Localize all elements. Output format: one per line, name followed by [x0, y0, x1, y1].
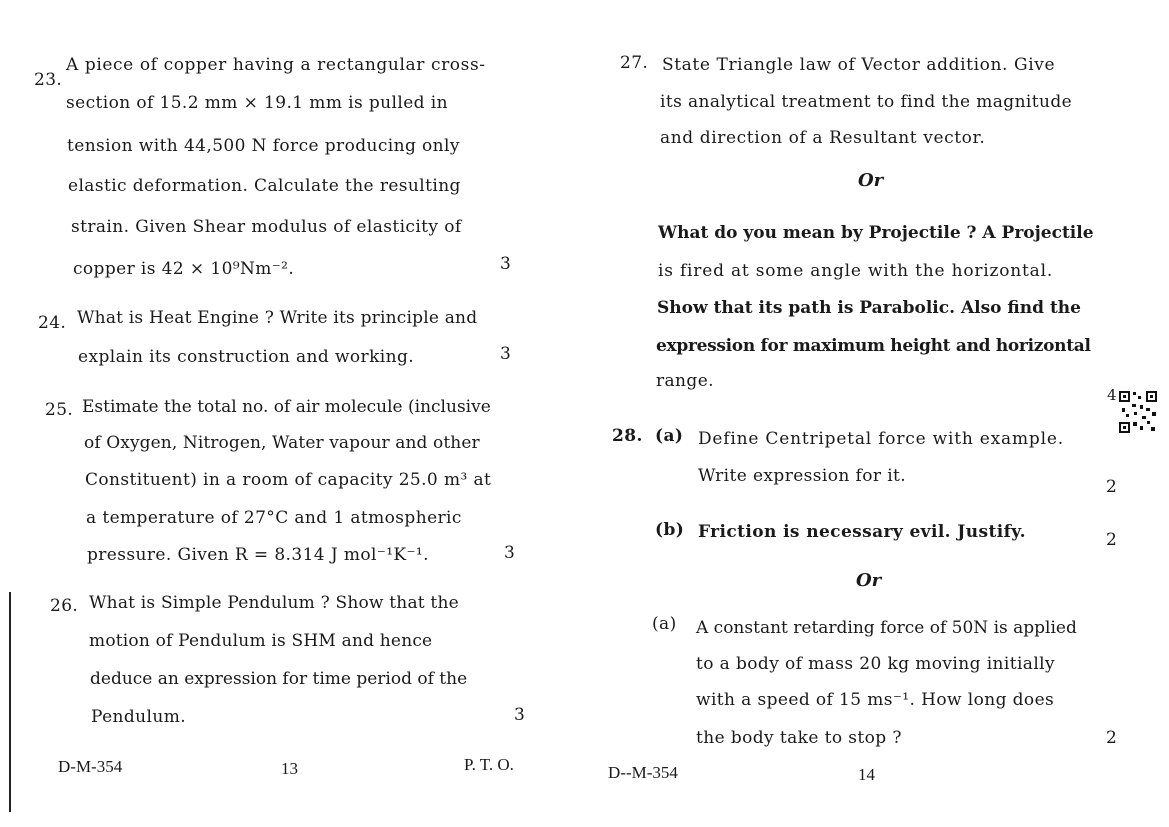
q28-part-b-marks: 2: [1106, 530, 1117, 550]
q23-line-1: A piece of copper having a rectangular cross-: [66, 55, 486, 75]
q28-part-a-line-2: Write expression for it.: [698, 466, 907, 486]
q25-number: 25.: [45, 400, 74, 420]
q27-alt-line-4: expression for maximum height and horizontal: [656, 336, 1091, 356]
q27-alt-line-3: Show that its path is Parabolic. Also find the: [657, 298, 1081, 318]
footer-code: D-M-354: [58, 757, 123, 776]
footer-code: D--M-354: [608, 763, 678, 782]
q24-line-2: explain its construction and working.: [78, 347, 415, 367]
q28-or-label: Or: [856, 570, 882, 591]
q26-marks: 3: [514, 705, 525, 725]
q26-line-1: What is Simple Pendulum ? Show that the: [89, 593, 459, 613]
qr-code-image: [1118, 390, 1158, 434]
q28-part-b-line-1: Friction is necessary evil. Justify.: [698, 522, 1026, 542]
q25-marks: 3: [504, 543, 515, 563]
q27-alt-line-1: What do you mean by Projectile ? A Projectile: [658, 223, 1094, 243]
q27-line-2: its analytical treatment to find the magnitude: [660, 92, 1073, 112]
footer-page-number: 13: [281, 759, 298, 778]
q27-number: 27.: [620, 53, 649, 73]
q24-number: 24.: [38, 313, 67, 333]
q25-line-4: a temperature of 27°C and 1 atmospheric: [86, 508, 462, 528]
q23-line-6: copper is 42 × 10⁹Nm⁻².: [73, 259, 295, 279]
q24-marks: 3: [500, 344, 511, 364]
q28-part-a-line-1: Define Centripetal force with example.: [698, 429, 1064, 449]
q25-line-3: Constituent) in a room of capacity 25.0 m³ at: [85, 470, 492, 490]
q26-number: 26.: [50, 596, 79, 616]
q26-line-2: motion of Pendulum is SHM and hence: [89, 631, 433, 651]
q26-line-3: deduce an expression for time period of the: [90, 669, 468, 689]
q23-line-2: section of 15.2 mm × 19.1 mm is pulled in: [66, 93, 448, 113]
q25-line-5: pressure. Given R = 8.314 J mol⁻¹K⁻¹.: [87, 545, 429, 565]
q27-alt-line-2: is fired at some angle with the horizontal.: [658, 261, 1054, 281]
q27-line-1: State Triangle law of Vector addition. Give: [662, 55, 1056, 75]
q23-line-3: tension with 44,500 N force producing only: [67, 136, 460, 156]
q27-alt-line-5: range.: [656, 371, 714, 391]
q28-part-b-label: (b): [655, 520, 685, 540]
left-binding-edge: [9, 592, 11, 812]
q28-alt-a-line-4: the body take to stop ?: [696, 728, 902, 748]
q27-marks: 4: [1107, 386, 1117, 404]
q28-alt-a-line-3: with a speed of 15 ms⁻¹. How long does: [696, 690, 1055, 710]
q25-line-2: of Oxygen, Nitrogen, Water vapour and other: [84, 433, 480, 453]
q23-number: 23.: [34, 70, 63, 90]
q28-alt-a-marks: 2: [1106, 728, 1117, 748]
right-page: [580, 0, 1169, 827]
q28-alt-a-label: (a): [652, 614, 677, 634]
footer-pto: P. T. O.: [464, 755, 514, 774]
q28-part-a-label: (a): [655, 426, 684, 446]
q28-alt-a-line-1: A constant retarding force of 50N is applied: [696, 618, 1077, 638]
q24-line-1: What is Heat Engine ? Write its principle and: [77, 308, 478, 328]
q27-line-3: and direction of a Resultant vector.: [660, 128, 986, 148]
q25-line-1: Estimate the total no. of air molecule (inclusive: [82, 397, 491, 417]
q23-line-4: elastic deformation. Calculate the resulting: [68, 176, 461, 196]
q23-marks: 3: [500, 254, 511, 274]
q28-part-a-marks: 2: [1106, 477, 1117, 497]
q28-number: 28.: [612, 426, 643, 446]
q28-alt-a-line-2: to a body of mass 20 kg moving initially: [696, 654, 1056, 674]
q27-or-label: Or: [858, 170, 884, 191]
q23-line-5: strain. Given Shear modulus of elasticity of: [71, 217, 462, 237]
q26-line-4: Pendulum.: [91, 707, 187, 727]
footer-page-number: 14: [858, 765, 875, 784]
left-page: [0, 0, 580, 827]
